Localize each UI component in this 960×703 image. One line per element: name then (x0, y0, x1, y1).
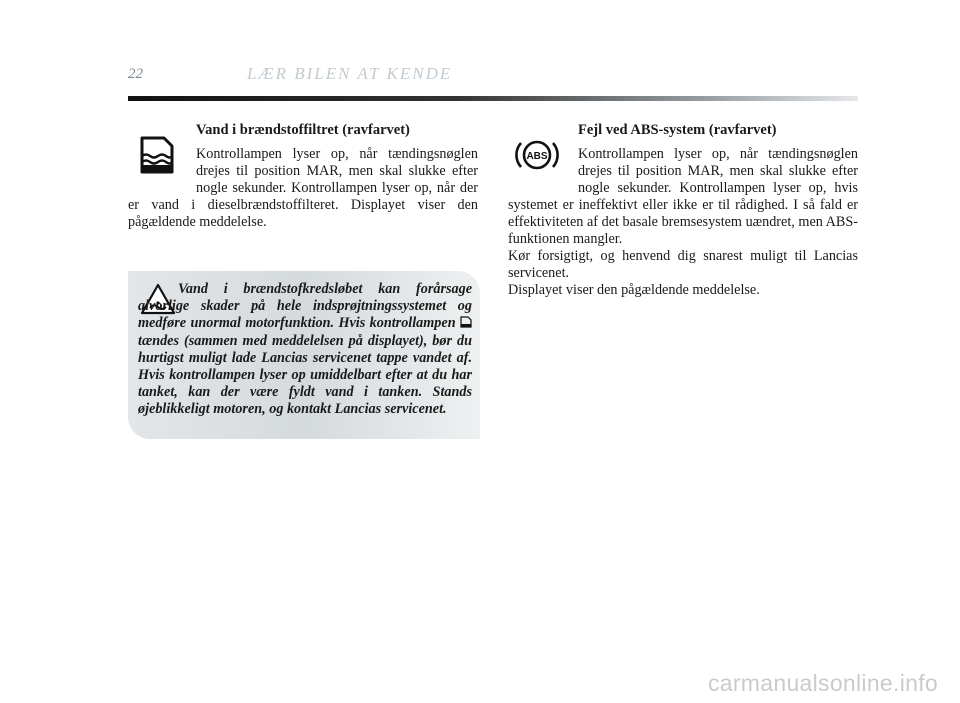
left-section (128, 122, 478, 231)
warning-text-before: Vand i brændstofkredsløbet kan forårsage alvorlige skader på hele indsprøjtningssystemet og medføre unormal motorfunktion. Hvis kontrollampen (138, 281, 472, 332)
water-in-fuel-filter-icon (460, 316, 472, 328)
warning-text-after: tændes (sammen med meddelelsen på displayet), bør du hurtigst muligt lade Lancias servicenet tappe vandet af. Hvis kontrollampen lyser op umiddelbart efter at du har tanket, kan der være fyldt vand i tanken. Stands øjeblikkeligt motoren, og kontakt Lancias servicenet. (138, 332, 472, 418)
section-title: Vand i brændstoffiltret (ravfarvet) (196, 122, 410, 138)
page-number: 22 (128, 66, 143, 82)
page-header-title: LÆR BILEN AT KENDE (247, 64, 453, 83)
abs-warning-icon (508, 126, 566, 184)
section-title: Fejl ved ABS-system (ravfarvet) (578, 122, 777, 138)
section-body: Kontrollampen lyser op, når tændingsnøglen drejes til position MAR, men skal slukke efter nogle sekunder. Kontrollampen lyser op, hvis systemet er ineffektivt eller ikke er til rådighed. I så fald er effektiviteten af det basale bremsesystem uændret, men ABS-funktionen mangler. (508, 146, 858, 247)
header-rule (128, 96, 858, 101)
warning-text (138, 281, 472, 419)
section-body-3: Displayet viser den pågældende meddelelse. (508, 282, 760, 298)
warning-box (128, 271, 480, 439)
section-body-2: Kør forsigtigt, og henvend dig snarest muligt til Lancias servicenet. (508, 248, 858, 281)
abs-icon-label: ABS (526, 151, 548, 162)
section-body: Kontrollampen lyser op, når tændingsnøglen drejes til position MAR, men skal slukke efter nogle sekunder. Kontrollampen lyser op, når der er vand i dieselbrændstoffilteret. Displayet viser den pågældende meddelelse. (128, 146, 478, 230)
right-section (508, 122, 858, 299)
water-in-fuel-filter-icon (128, 126, 186, 184)
watermark: carmanualsonline.info (707, 670, 938, 696)
